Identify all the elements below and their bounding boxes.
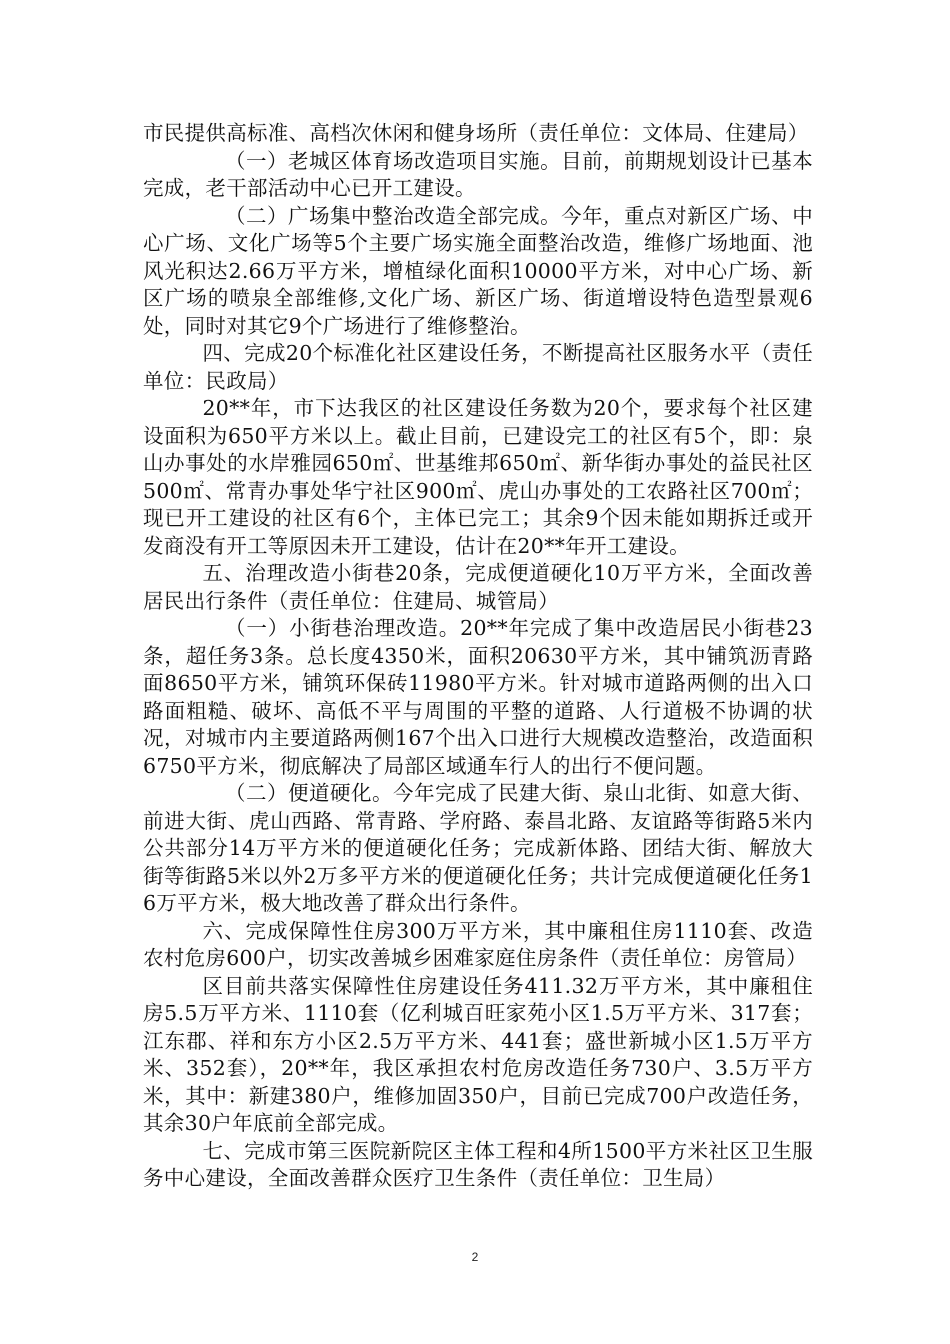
paragraph-subitem-sidewalks: （二）便道硬化。今年完成了民建大街、泉山北街、如意大街、前进大街、虎山西路、常青路、学府路、泰昌北路、友谊路等街路5米内公共部分14万平方米的便道硬化任务；完成新体路、团结大街、解放大街等街路5米以外2万多平方米的便道硬化任务；共计完成便道硬化任务16万平方米，极大地改善了群众出行条件。 <box>143 781 813 915</box>
paragraph-subitem-squares: （二）广场集中整治改造全部完成。今年，重点对新区广场、中心广场、文化广场等5个主要广场实施全面整治改造，维修广场地面、池风光积达2.66万平方米，增植绿化面积10000平方米，对中心广场、新区广场的喷泉全部维修,文化广场、新区广场、街道增设特色造型景观6处，同时对其它9个广场进行了维修整治。 <box>143 203 813 338</box>
paragraph-subitem-alleys: （一）小街巷治理改造。20**年完成了集中改造居民小街巷23条，超任务3条。总长度4350米，面积20630平方米，其中铺筑沥青路面8650平方米，铺筑环保砖11980平方米。针对城市道路两侧的出入口路面粗糙、破坏、高低不平与周围的平整的道路、人行道极不协调的状况，对城市内主要道路两侧167个出入口进行大规模改造整治，改造面积6750平方米，彻底解决了局部区域通车行人的出行不便问题。 <box>143 616 813 778</box>
paragraph-community-construction: 20**年，市下达我区的社区建设任务数为20个，要求每个社区建设面积为650平方米以上。截止目前，已建设完工的社区有5个，即：泉山办事处的水岸雅园650㎡、世基维邦650㎡、新华街办事处的益民社区500㎡、常青办事处华宁社区900㎡、虎山办事处的工农路社区700㎡；现已开工建设的社区有6个，主体已完工；其余9个因未能如期拆迁或开发商没有开工等原因未开工建设，估计在20**年开工建设。 <box>143 396 813 558</box>
section-heading-seven: 七、完成市第三医院新院区主体工程和4所1500平方米社区卫生服务中心建设，全面改善群众医疗卫生条件（责任单位：卫生局） <box>143 1138 813 1190</box>
section-heading-four: 四、完成20个标准化社区建设任务，不断提高社区服务水平（责任单位：民政局） <box>143 341 813 393</box>
paragraph-subitem-stadium: （一）老城区体育场改造项目实施。目前，前期规划设计已基本完成，老干部活动中心已开工建设。 <box>143 148 813 200</box>
page-number: 2 <box>471 1250 479 1264</box>
paragraph-affordable-housing: 区目前共落实保障性住房建设任务411.32万平方米，其中廉租住房5.5万平方米、1110套（亿利城百旺家苑小区1.5万平方米、317套；江东郡、祥和东方小区2.5万平方米、441套；盛世新城小区1.5万平方米、352套），20**年，我区承担农村危房改造任务730户、3.5万平方米，其中：新建380户，维修加固350户，目前已完成700户改造任务，其余30户年底前全部完成。 <box>143 973 813 1135</box>
section-heading-five: 五、治理改造小街巷20条，完成便道硬化10万平方米，全面改善居民出行条件（责任单位：住建局、城管局） <box>143 561 813 613</box>
section-heading-six: 六、完成保障性住房300万平方米，其中廉租住房1110套、改造农村危房600户，切实改善城乡困难家庭住房条件（责任单位：房管局） <box>143 918 813 970</box>
document-body <box>143 120 813 1193</box>
paragraph-continuation: 市民提供高标准、高档次休闲和健身场所（责任单位：文体局、住建局） <box>143 121 809 145</box>
